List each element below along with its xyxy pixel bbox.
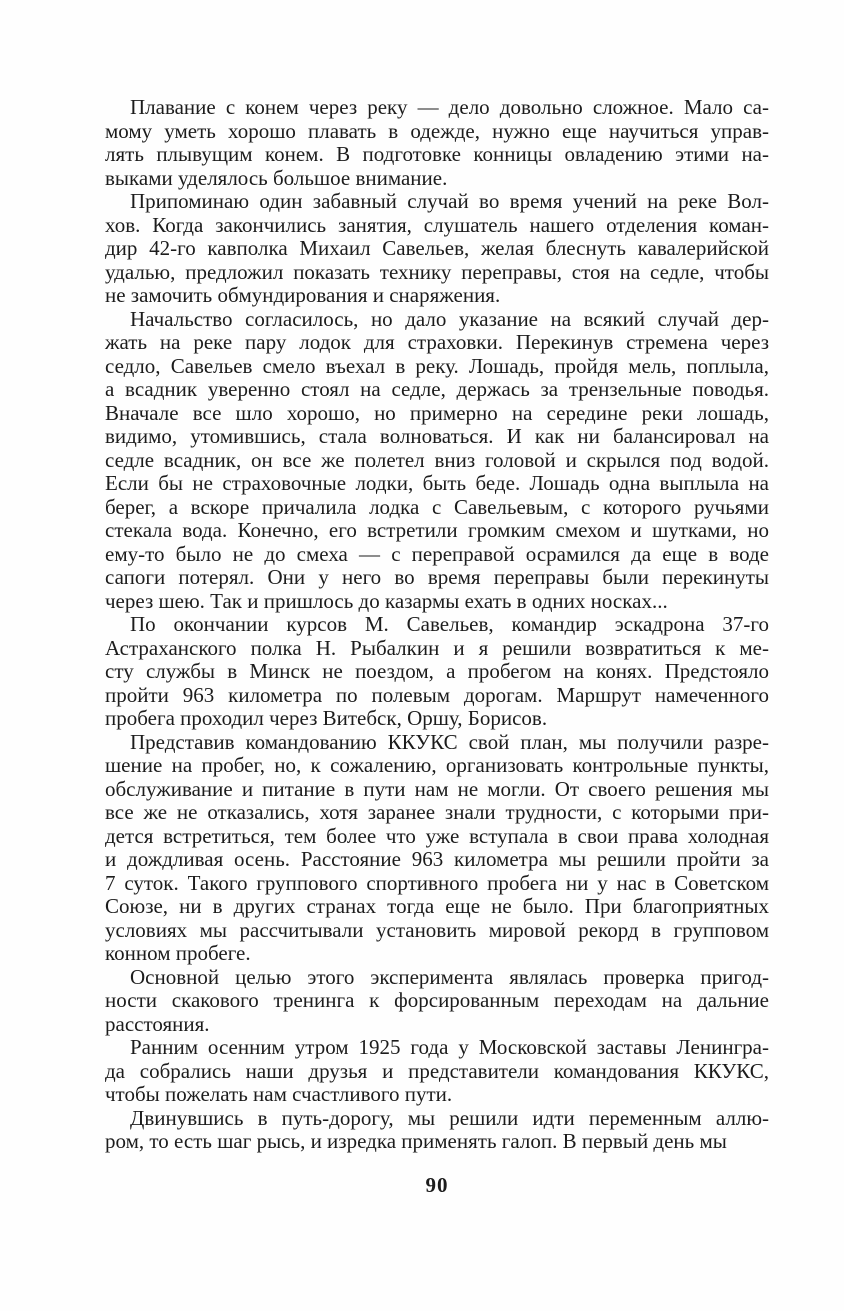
text-line: чтобы пожелать нам счастливого пути. bbox=[105, 1082, 453, 1106]
paragraph bbox=[105, 1036, 769, 1107]
text-line: берег, а вскоре причалила лодка с Савельевым, с которого ручьями bbox=[105, 494, 769, 519]
text-line: Вначале все шло хорошо, но примерно на середине реки лошадь, bbox=[105, 400, 769, 425]
page-text-block bbox=[105, 96, 769, 1154]
text-line: не замочить обмундирования и снаряжения. bbox=[105, 283, 501, 307]
text-line: ности скакового тренинга к форсированным переходам на дальние bbox=[105, 988, 769, 1012]
paragraph bbox=[105, 731, 769, 966]
text-line: Астраханского полка Н. Рыбалкин и я решили возвратиться к ме- bbox=[105, 635, 769, 660]
text-line: пробега проходил через Витебск, Оршу, Борисов. bbox=[105, 706, 548, 730]
text-line: лять плывущим конем. В подготовке конницы овладению этими на- bbox=[105, 142, 769, 166]
text-line: все же не отказались, хотя заранее знали трудности, с которыми при- bbox=[105, 800, 769, 824]
text-line: ром, то есть шаг рысь, и изредка применять галоп. В первый день мы bbox=[105, 1129, 727, 1153]
text-line: пройти 963 километра по полевым дорогам. Маршрут намеченного bbox=[105, 682, 769, 707]
text-line: выками уделялось большое внимание. bbox=[105, 165, 448, 190]
paragraph bbox=[105, 190, 769, 308]
text-line: расстояния. bbox=[105, 1011, 210, 1036]
text-line: удалью, предложил показать технику переправы, стоя на седле, чтобы bbox=[105, 259, 769, 284]
text-line: Двинувшись в путь-дорогу, мы решили идти переменным аллю- bbox=[130, 1105, 769, 1130]
text-line: видимо, утомившись, стала волноваться. И как ни балансировал на bbox=[105, 424, 769, 448]
text-line: ему-то было не до смеха — с переправой осрамился да еще в воде bbox=[105, 541, 769, 566]
text-line: обслуживание и питание в пути нам не могли. От своего решения мы bbox=[105, 776, 769, 801]
text-line: а всадник уверенно стоял на седле, держась за трензельные поводья. bbox=[105, 377, 769, 401]
paragraph bbox=[105, 308, 769, 614]
text-line: сапоги потерял. Они у него во время переправы были перекинуты bbox=[105, 565, 769, 589]
text-line: Представив командованию ККУКС свой план, мы получили разре- bbox=[130, 729, 769, 754]
text-line: сту службы в Минск не поездом, а пробегом на конях. Предстояло bbox=[105, 659, 769, 683]
text-line: Если бы не страховочные лодки, быть беде. Лошадь одна выплыла на bbox=[105, 471, 769, 495]
text-line: конном пробеге. bbox=[105, 941, 251, 965]
text-line: условиях мы рассчитывали установить мировой рекорд в групповом bbox=[105, 917, 769, 942]
text-line: По окончании курсов М. Савельев, командир эскадрона 37-го bbox=[130, 612, 769, 636]
text-line: Основной целью этого эксперимента являлась проверка пригод- bbox=[130, 964, 769, 989]
text-line: Плавание с конем через реку — дело довольно сложное. Мало са- bbox=[130, 95, 769, 119]
text-line: и дождливая осень. Расстояние 963 километра мы решили пройти за bbox=[105, 847, 769, 871]
text-line: Союзе, ни в других странах тогда еще не было. При благоприятных bbox=[105, 894, 769, 918]
text-line: Начальство согласилось, но дало указание на всякий случай дер- bbox=[130, 306, 769, 331]
text-line: да собрались наши друзья и представители командования ККУКС, bbox=[105, 1058, 769, 1083]
text-line: Припоминаю один забавный случай во время учений на реке Вол- bbox=[130, 189, 769, 213]
text-line: дир 42-го кавполка Михаил Савельев, желая блеснуть кавалерийской bbox=[105, 236, 769, 260]
text-line: стекала вода. Конечно, его встретили громким смехом и шутками, но bbox=[105, 518, 769, 542]
text-line: хов. Когда закончились занятия, слушатель нашего отделения коман- bbox=[105, 212, 769, 237]
text-line: Ранним осенним утром 1925 года у Московской заставы Ленингра- bbox=[130, 1035, 769, 1059]
paragraph bbox=[105, 613, 769, 731]
text-line: дется встретиться, тем более что уже вступала в свои права холодная bbox=[105, 823, 769, 848]
text-line: через шею. Так и пришлось до казармы ехать в одних носках... bbox=[105, 588, 668, 613]
text-line: 7 суток. Такого группового спортивного пробега ни у нас в Советском bbox=[105, 870, 769, 895]
paragraph bbox=[105, 966, 769, 1037]
paragraph bbox=[105, 96, 769, 190]
text-line: мому уметь хорошо плавать в одежде, нужно еще научиться управ- bbox=[105, 118, 769, 143]
text-line: седло, Савельев смело въехал в реку. Лошадь, пройдя мель, поплыла, bbox=[105, 353, 769, 378]
paragraph bbox=[105, 1107, 769, 1154]
text-line: шение на пробег, но, к сожалению, организовать контрольные пункты, bbox=[105, 753, 769, 777]
page-number: 90 bbox=[425, 1173, 449, 1197]
text-line: седле всадник, он все же полетел вниз головой и скрылся под водой. bbox=[105, 447, 769, 472]
text-line: жать на реке пару лодок для страховки. Перекинув стремена через bbox=[105, 330, 769, 354]
